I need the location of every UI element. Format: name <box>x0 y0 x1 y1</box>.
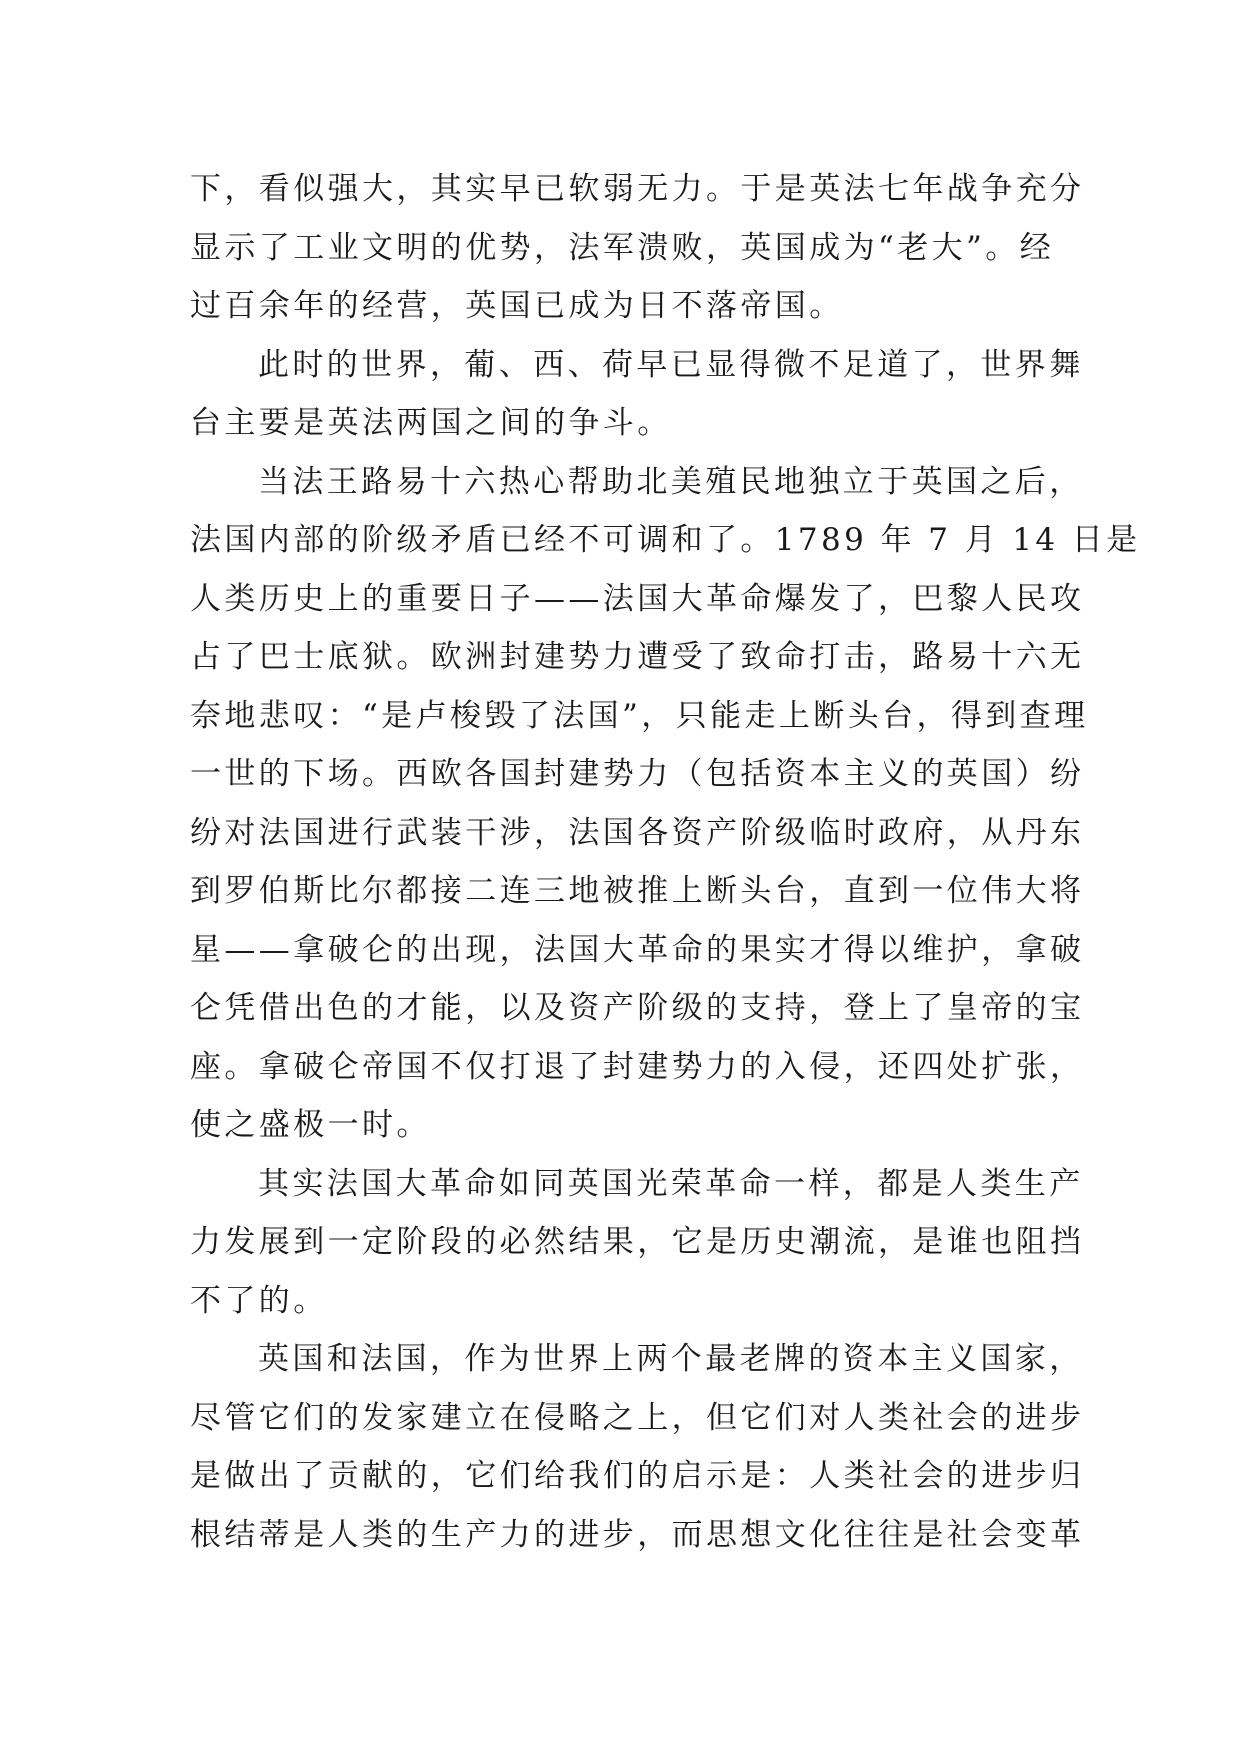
text-line: 力发展到一定阶段的必然结果，它是历史潮流，是谁也阻挡 <box>190 1224 1085 1260</box>
text-line: 一世的下场。西欧各国封建势力（包括资本主义的英国）纷 <box>190 756 1085 792</box>
text-line: 尽管它们的发家建立在侵略之上，但它们对人类社会的进步 <box>190 1399 1085 1436</box>
text-line: 英国和法国，作为世界上两个最老牌的资本主义国家， <box>258 1341 1084 1377</box>
text-line: 纷对法国进行武装干涉，法国各资产阶级临时政府，从丹东 <box>190 814 1085 851</box>
text-line: 台主要是英法两国之间的争斗。 <box>190 405 672 441</box>
text-line: 过百余年的经营，英国已成为日不落帝国。 <box>190 288 844 324</box>
text-line: 座。拿破仑帝国不仅打退了封建势力的入侵，还四处扩张， <box>190 1048 1085 1085</box>
document-body <box>190 160 1141 1564</box>
text-line: 根结蒂是人类的生产力的进步，而思想文化往往是社会变革 <box>190 1516 1085 1553</box>
text-line: 仑凭借出色的才能，以及资产阶级的支持，登上了皇帝的宝 <box>190 990 1085 1026</box>
text-line: 占了巴士底狱。欧洲封建势力遭受了致命打击，路易十六无 <box>190 639 1085 675</box>
text-line: 其实法国大革命如同英国光荣革命一样，都是人类生产 <box>258 1165 1084 1202</box>
text-line: 奈地悲叹：“是卢梭毁了法国”，只能走上断头台，得到查理 <box>190 697 1089 734</box>
text-line: 法国内部的阶级矛盾已经不可调和了。1789 年 7 月 14 日是 <box>190 522 1141 558</box>
text-line: 人类历史上的重要日子——法国大革命爆发了，巴黎人民攻 <box>190 580 1085 617</box>
text-line: 到罗伯斯比尔都接二连三地被推上断头台，直到一位伟大将 <box>190 873 1085 909</box>
text-line: 使之盛极一时。 <box>190 1107 431 1143</box>
text-line: 显示了工业文明的优势，法军溃败，英国成为“老大”。经 <box>190 229 1055 266</box>
text-line: 不了的。 <box>190 1282 328 1319</box>
text-line: 是做出了贡献的，它们给我们的启示是：人类社会的进步归 <box>190 1458 1085 1494</box>
text-line: 当法王路易十六热心帮助北美殖民地独立于英国之后， <box>258 463 1084 500</box>
text-line: 此时的世界，葡、西、荷早已显得微不足道了，世界舞 <box>258 346 1084 383</box>
text-line: 下，看似强大，其实早已软弱无力。于是英法七年战争充分 <box>190 171 1085 207</box>
text-line: 星——拿破仑的出现，法国大革命的果实才得以维护，拿破 <box>190 931 1085 968</box>
